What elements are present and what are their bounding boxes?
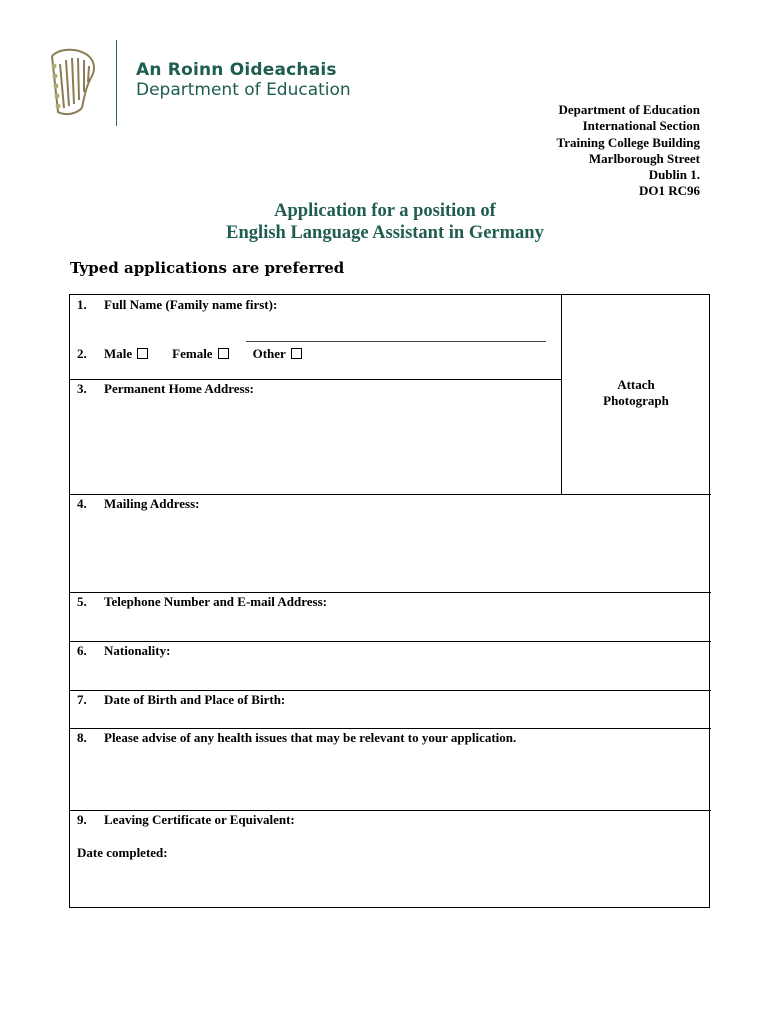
- male-checkbox[interactable]: [137, 348, 148, 359]
- photo-label-line-1: Attach: [617, 377, 655, 392]
- full-name-field[interactable]: [77, 297, 277, 313]
- address-line: Training College Building: [556, 134, 700, 150]
- row-divider: [70, 690, 711, 691]
- gender-option-male[interactable]: Male: [104, 346, 148, 362]
- application-form: [69, 294, 710, 908]
- full-name-underline: [246, 341, 546, 342]
- contact-field[interactable]: [77, 594, 327, 610]
- full-name-label: Full Name (Family name first):: [104, 297, 278, 312]
- leaving-cert-field[interactable]: [77, 812, 295, 828]
- gender-option-female[interactable]: Female: [172, 346, 228, 362]
- date-completed-field[interactable]: [77, 845, 168, 861]
- nationality-field[interactable]: [77, 643, 170, 659]
- item-number: 8.: [77, 730, 87, 745]
- gender-option-other[interactable]: Other: [253, 346, 302, 362]
- department-logo: [136, 60, 351, 100]
- health-issues-label: Please advise of any health issues that may be relevant to your application.: [104, 730, 517, 745]
- title-line-1: Application for a position of: [274, 201, 496, 221]
- leaving-cert-label: Leaving Certificate or Equivalent:: [104, 812, 295, 827]
- address-line: Department of Education: [558, 102, 700, 117]
- logo-irish-name: An Roinn Oideachais: [136, 60, 337, 80]
- row-divider: [70, 728, 711, 729]
- birth-details-field[interactable]: [77, 692, 285, 708]
- mailing-address-label: Mailing Address:: [104, 496, 200, 511]
- address-line: International Section: [582, 118, 700, 134]
- logo-divider: [116, 40, 117, 126]
- title-line-2: English Language Assistant in Germany: [226, 223, 544, 243]
- birth-details-label: Date of Birth and Place of Birth:: [104, 692, 286, 707]
- gender-row: [77, 346, 326, 362]
- row-divider: [70, 494, 711, 495]
- photo-label-line-2: Photograph: [603, 393, 669, 408]
- photo-box[interactable]: [562, 377, 710, 409]
- item-number: 9.: [77, 812, 87, 827]
- item-number: 2.: [77, 346, 87, 361]
- row-divider: [70, 379, 561, 380]
- address-block: [556, 102, 700, 200]
- typed-note: Typed applications are preferred: [70, 259, 345, 277]
- item-number: 7.: [77, 692, 87, 707]
- contact-label: Telephone Number and E-mail Address:: [104, 594, 327, 609]
- row-divider: [70, 592, 711, 593]
- home-address-field[interactable]: [77, 381, 254, 397]
- mailing-address-field[interactable]: [77, 496, 199, 512]
- address-line: Marlborough Street: [588, 150, 700, 166]
- harp-icon: [46, 46, 100, 118]
- item-number: 3.: [77, 381, 87, 396]
- home-address-label: Permanent Home Address:: [104, 381, 254, 396]
- date-completed-label: Date completed:: [77, 845, 168, 860]
- item-number: 5.: [77, 594, 87, 609]
- female-checkbox[interactable]: [218, 348, 229, 359]
- address-line: DO1 RC96: [638, 183, 700, 199]
- nationality-label: Nationality:: [104, 643, 171, 658]
- item-number: 4.: [77, 496, 87, 511]
- row-divider: [70, 641, 711, 642]
- page-title: [0, 200, 770, 244]
- item-number: 1.: [77, 297, 87, 312]
- logo-english-name: Department of Education: [136, 80, 351, 100]
- item-number: 6.: [77, 643, 87, 658]
- health-issues-field[interactable]: [77, 730, 516, 746]
- row-divider: [70, 810, 711, 811]
- address-line: Dublin 1.: [648, 167, 700, 183]
- other-checkbox[interactable]: [291, 348, 302, 359]
